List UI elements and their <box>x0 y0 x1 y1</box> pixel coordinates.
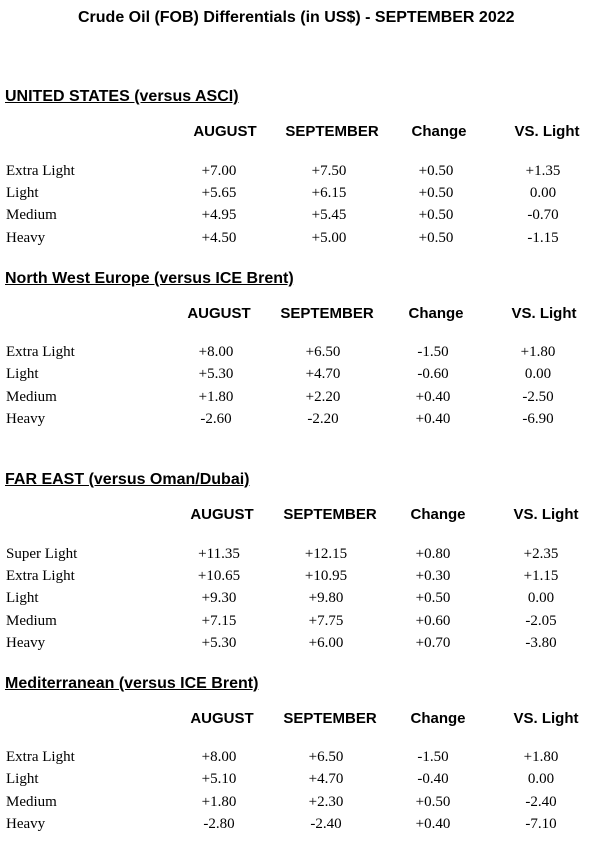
row-label: Light <box>6 771 39 787</box>
august-value: -2.80 <box>203 816 235 832</box>
september-header: SEPTEMBER <box>283 710 377 727</box>
august-value: +1.80 <box>198 389 234 405</box>
change-value: +0.50 <box>415 590 451 606</box>
row-label: Extra Light <box>6 163 75 179</box>
row-label: Light <box>6 366 39 382</box>
change-value: +0.50 <box>415 794 451 810</box>
september-value: +10.95 <box>304 568 348 584</box>
row-label: Medium <box>6 613 57 629</box>
vs-light-value: -2.40 <box>525 794 557 810</box>
august-value: +7.15 <box>201 613 237 629</box>
vs-light-header: VS. Light <box>513 506 579 523</box>
september-header: SEPTEMBER <box>285 123 379 140</box>
september-value: +5.45 <box>311 207 347 223</box>
change-value: +0.80 <box>415 546 451 562</box>
september-value: +7.50 <box>311 163 347 179</box>
august-value: +4.95 <box>201 207 237 223</box>
row-label: Medium <box>6 794 57 810</box>
vs-light-value: -2.50 <box>522 389 554 405</box>
september-value: +4.70 <box>308 771 344 787</box>
vs-light-value: -7.10 <box>525 816 557 832</box>
september-value: +6.50 <box>308 749 344 765</box>
vs-light-header: VS. Light <box>513 710 579 727</box>
section-title: North West Europe (versus ICE Brent) <box>5 270 294 287</box>
september-value: +12.15 <box>304 546 348 562</box>
change-value: +0.50 <box>418 163 454 179</box>
change-header: Change <box>410 710 466 727</box>
september-value: +4.70 <box>305 366 341 382</box>
vs-light-value: 0.00 <box>524 366 552 382</box>
row-label: Medium <box>6 207 57 223</box>
vs-light-value: 0.00 <box>529 185 557 201</box>
august-value: +8.00 <box>198 344 234 360</box>
change-value: +0.40 <box>415 389 451 405</box>
august-value: +5.30 <box>198 366 234 382</box>
row-label: Extra Light <box>6 344 75 360</box>
section-title: UNITED STATES (versus ASCI) <box>5 88 239 105</box>
september-value: +2.30 <box>308 794 344 810</box>
change-header: Change <box>410 506 466 523</box>
row-label: Heavy <box>6 230 46 246</box>
august-value: +9.30 <box>201 590 237 606</box>
row-label: Heavy <box>6 411 46 427</box>
change-header: Change <box>411 123 467 140</box>
vs-light-value: +1.35 <box>525 163 561 179</box>
vs-light-value: -1.15 <box>527 230 559 246</box>
row-label: Heavy <box>6 816 46 832</box>
change-value: -0.40 <box>417 771 449 787</box>
change-value: +0.50 <box>418 185 454 201</box>
september-value: +2.20 <box>305 389 341 405</box>
change-header: Change <box>408 305 464 322</box>
august-header: AUGUST <box>193 123 257 140</box>
change-value: -0.60 <box>417 366 449 382</box>
change-value: -1.50 <box>417 749 449 765</box>
vs-light-value: -2.05 <box>525 613 557 629</box>
document-title: Crude Oil (FOB) Differentials (in US$) - SEPTEMBER 2022 <box>78 9 515 26</box>
change-value: +0.30 <box>415 568 451 584</box>
september-value: +6.50 <box>305 344 341 360</box>
august-value: +1.80 <box>201 794 237 810</box>
august-value: +5.30 <box>201 635 237 651</box>
vs-light-header: VS. Light <box>511 305 577 322</box>
august-value: +8.00 <box>201 749 237 765</box>
september-value: -2.20 <box>307 411 339 427</box>
change-value: +0.60 <box>415 613 451 629</box>
change-value: +0.40 <box>415 816 451 832</box>
september-header: SEPTEMBER <box>280 305 374 322</box>
vs-light-value: +2.35 <box>523 546 559 562</box>
vs-light-value: +1.15 <box>523 568 559 584</box>
vs-light-value: -3.80 <box>525 635 557 651</box>
change-value: +0.50 <box>418 230 454 246</box>
august-value: +7.00 <box>201 163 237 179</box>
section-title: FAR EAST (versus Oman/Dubai) <box>5 471 250 488</box>
september-value: +6.15 <box>311 185 347 201</box>
september-value: +6.00 <box>308 635 344 651</box>
august-value: +4.50 <box>201 230 237 246</box>
section-title: Mediterranean (versus ICE Brent) <box>5 675 259 692</box>
september-value: +7.75 <box>308 613 344 629</box>
september-header: SEPTEMBER <box>283 506 377 523</box>
vs-light-value: 0.00 <box>527 771 555 787</box>
september-value: +5.00 <box>311 230 347 246</box>
vs-light-value: +1.80 <box>520 344 556 360</box>
row-label: Medium <box>6 389 57 405</box>
september-value: -2.40 <box>310 816 342 832</box>
change-value: +0.50 <box>418 207 454 223</box>
change-value: +0.40 <box>415 411 451 427</box>
row-label: Extra Light <box>6 749 75 765</box>
august-value: -2.60 <box>200 411 232 427</box>
vs-light-value: -0.70 <box>527 207 559 223</box>
change-value: -1.50 <box>417 344 449 360</box>
row-label: Light <box>6 185 39 201</box>
vs-light-value: +1.80 <box>523 749 559 765</box>
august-value: +5.65 <box>201 185 237 201</box>
september-value: +9.80 <box>308 590 344 606</box>
vs-light-header: VS. Light <box>514 123 580 140</box>
august-value: +5.10 <box>201 771 237 787</box>
vs-light-value: -6.90 <box>522 411 554 427</box>
august-header: AUGUST <box>187 305 251 322</box>
august-header: AUGUST <box>190 710 254 727</box>
august-value: +11.35 <box>198 546 240 562</box>
row-label: Super Light <box>6 546 78 562</box>
change-value: +0.70 <box>415 635 451 651</box>
row-label: Extra Light <box>6 568 75 584</box>
row-label: Heavy <box>6 635 46 651</box>
vs-light-value: 0.00 <box>527 590 555 606</box>
august-header: AUGUST <box>190 506 254 523</box>
august-value: +10.65 <box>197 568 241 584</box>
row-label: Light <box>6 590 39 606</box>
